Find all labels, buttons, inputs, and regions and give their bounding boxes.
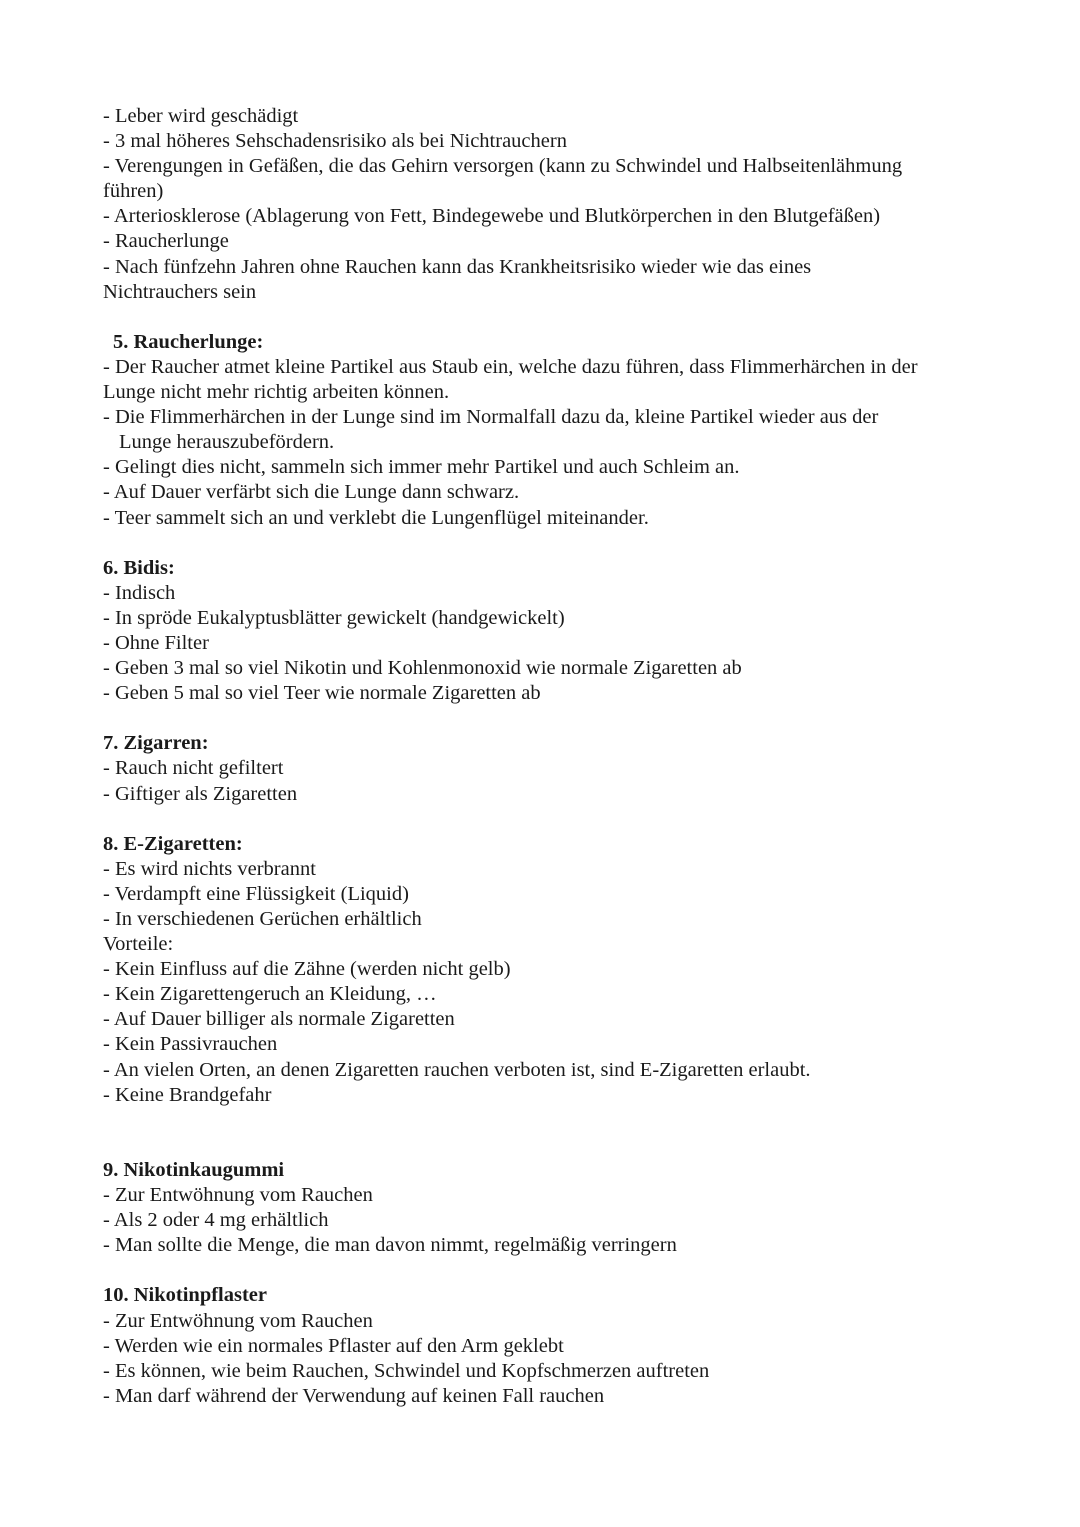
list-item: - Kein Einfluss auf die Zähne (werden nicht gelb) — [103, 958, 511, 981]
list-item: - Werden wie ein normales Pflaster auf den Arm geklebt — [103, 1334, 564, 1357]
list-item: - Arteriosklerose (Ablagerung von Fett, Bindegewebe und Blutkörperchen in den Blutgefäßen) — [103, 205, 881, 228]
list-item: - Geben 3 mal so viel Nikotin und Kohlenmonoxid wie normale Zigaretten ab — [103, 657, 742, 680]
section-raucherlunge — [103, 330, 1003, 531]
spacer — [103, 706, 1003, 731]
list-item-continuation: Lunge nicht mehr richtig arbeiten können. — [103, 381, 450, 404]
list-item: - Der Raucher atmet kleine Partikel aus Staub ein, welche dazu führen, dass Flimmerhärchen in der — [103, 355, 918, 378]
section-nikotinkaugummi — [103, 1158, 1003, 1258]
subheading-vorteile: Vorteile: — [103, 933, 174, 956]
list-item: - Es wird nichts verbrannt — [103, 857, 316, 880]
spacer — [103, 531, 1003, 556]
section-heading: 7. Zigarren: — [103, 732, 209, 755]
list-item: - Nach fünfzehn Jahren ohne Rauchen kann das Krankheitsrisiko wieder wie das eines — [103, 255, 812, 278]
section-heading: 9. Nikotinkaugummi — [103, 1158, 285, 1181]
list-item: - In spröde Eukalyptusblätter gewickelt (handgewickelt) — [103, 606, 565, 629]
document-page — [103, 104, 1003, 1409]
list-item: - Keine Brandgefahr — [103, 1083, 272, 1106]
section-heading: 8. E-Zigaretten: — [103, 832, 243, 855]
intro-list — [103, 104, 1003, 305]
list-item: - Geben 5 mal so viel Teer wie normale Zigaretten ab — [103, 682, 541, 705]
list-item: - Es können, wie beim Rauchen, Schwindel und Kopfschmerzen auftreten — [103, 1359, 710, 1382]
list-item: - Als 2 oder 4 mg erhältlich — [103, 1209, 329, 1232]
list-item: - Indisch — [103, 581, 176, 604]
list-item: - Giftiger als Zigaretten — [103, 782, 298, 805]
spacer — [103, 1108, 1003, 1158]
list-item-continuation: führen) — [103, 180, 164, 203]
list-item: - Gelingt dies nicht, sammeln sich immer mehr Partikel und auch Schleim an. — [103, 456, 740, 479]
list-item: - Leber wird geschädigt — [103, 105, 299, 127]
spacer — [103, 807, 1003, 832]
section-zigarren — [103, 731, 1003, 806]
list-item: - Zur Entwöhnung vom Rauchen — [103, 1309, 373, 1332]
section-heading: 5. Raucherlunge: — [113, 330, 264, 353]
list-item: - Teer sammelt sich an und verklebt die Lungenflügel miteinander. — [103, 506, 649, 529]
list-item: - Auf Dauer verfärbt sich die Lunge dann schwarz. — [103, 481, 520, 504]
list-item: - Man sollte die Menge, die man davon nimmt, regelmäßig verringern — [103, 1234, 677, 1257]
list-item: - An vielen Orten, an denen Zigaretten rauchen verboten ist, sind E-Zigaretten erlaubt. — [103, 1058, 811, 1081]
section-e-zigaretten — [103, 832, 1003, 1108]
list-item: - Verdampft eine Flüssigkeit (Liquid) — [103, 882, 409, 905]
list-item: - Auf Dauer billiger als normale Zigaretten — [103, 1008, 455, 1031]
list-item: - Raucherlunge — [103, 230, 229, 253]
list-item-continuation: Nichtrauchers sein — [103, 280, 257, 303]
spacer — [103, 305, 1003, 330]
section-bidis — [103, 556, 1003, 707]
section-heading: 6. Bidis: — [103, 556, 175, 579]
list-item: - Die Flimmerhärchen in der Lunge sind im Normalfall dazu da, kleine Partikel wieder aus der — [103, 406, 879, 429]
list-item: - In verschiedenen Gerüchen erhältlich — [103, 908, 422, 930]
list-item: - Ohne Filter — [103, 631, 209, 654]
list-item: - Kein Zigarettengeruch an Kleidung, … — [103, 983, 437, 1006]
spacer — [103, 1258, 1003, 1283]
list-item: - Zur Entwöhnung vom Rauchen — [103, 1184, 373, 1207]
list-item-continuation: Lunge herauszubefördern. — [119, 431, 335, 454]
list-item: - Kein Passivrauchen — [103, 1033, 278, 1056]
section-heading: 10. Nikotinpflaster — [103, 1284, 267, 1307]
section-nikotinpflaster — [103, 1283, 1003, 1408]
list-item: - Rauch nicht gefiltert — [103, 757, 284, 780]
list-item: - Verengungen in Gefäßen, die das Gehirn versorgen (kann zu Schwindel und Halbseitenlähmung — [103, 155, 903, 178]
list-item: - 3 mal höheres Sehschadensrisiko als bei Nichtrauchern — [103, 130, 567, 153]
list-item: - Man darf während der Verwendung auf keinen Fall rauchen — [103, 1384, 605, 1407]
